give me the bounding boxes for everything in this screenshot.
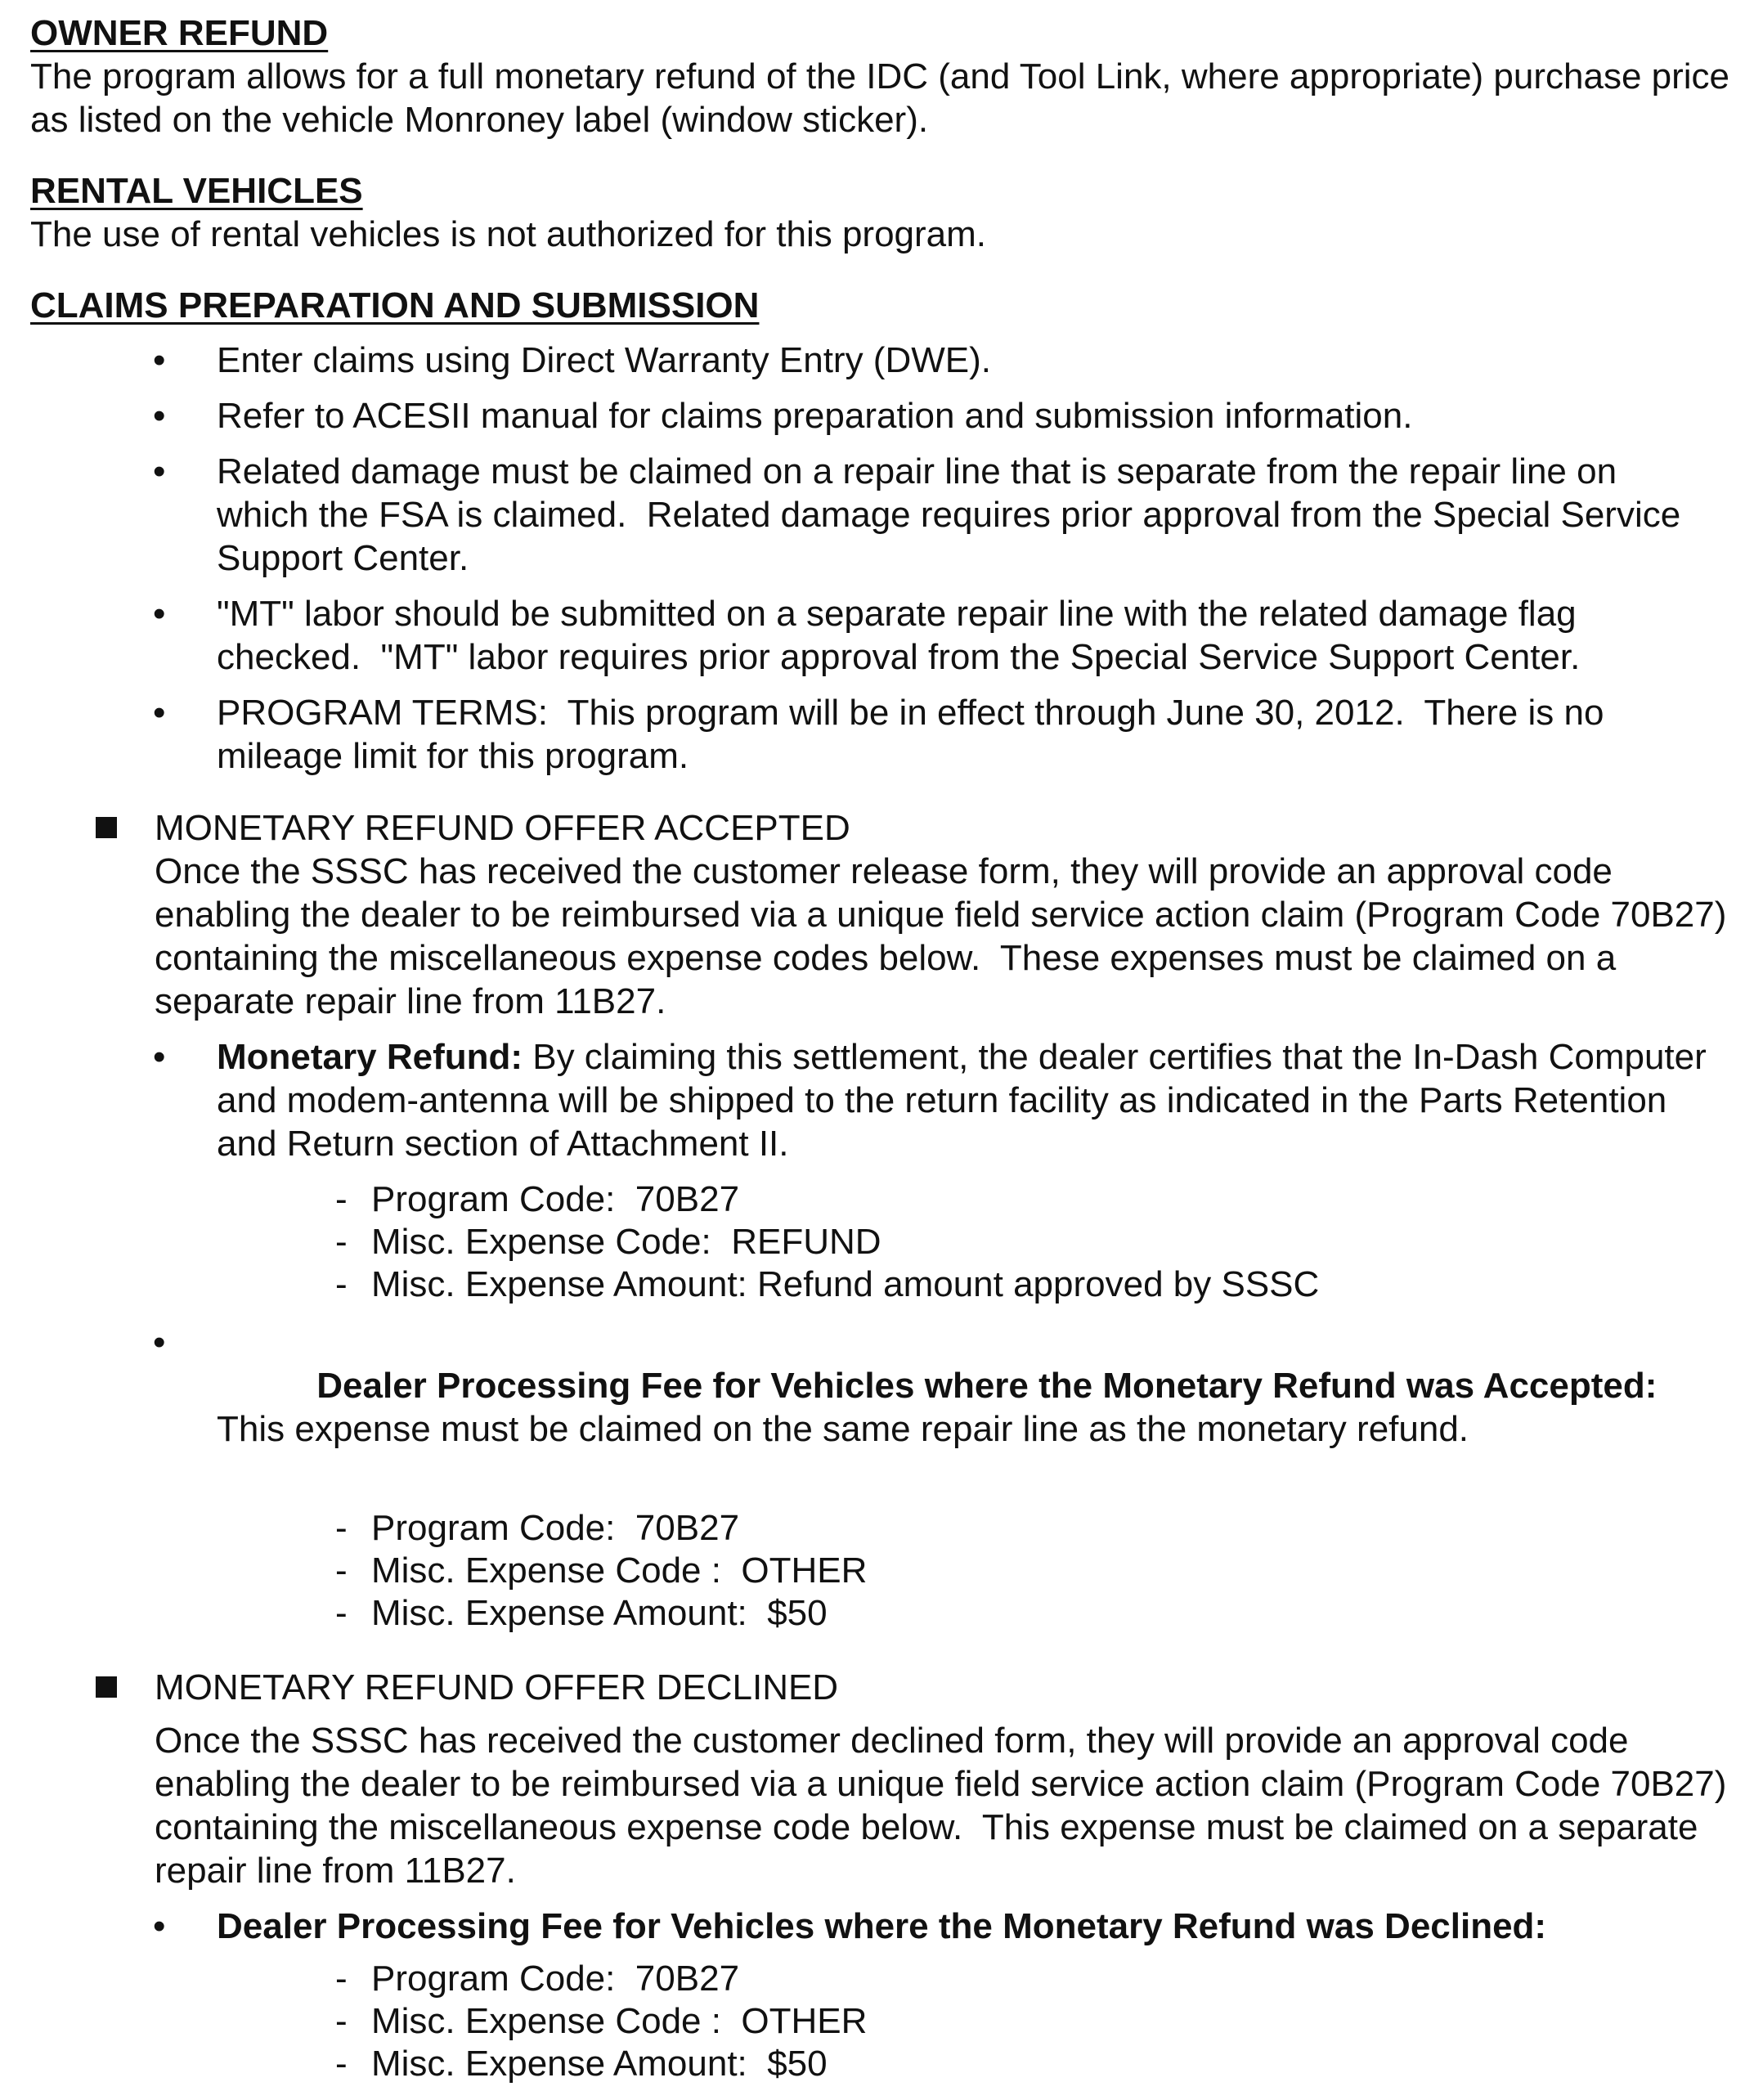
monetary-refund-label: Monetary Refund: (217, 1037, 523, 1077)
document-page (30, 11, 1740, 2100)
declined-section (30, 1666, 1737, 1948)
claims-heading: CLAIMS PREPARATION AND SUBMISSION (30, 285, 760, 325)
claims-bullet: • Refer to ACESII manual for claims preparation and submission information. (30, 394, 1731, 438)
owner-refund-heading: OWNER REFUND (30, 13, 329, 53)
declined-fee-codes (30, 1958, 1731, 2085)
owner-refund-text: The program allows for a full monetary refund of the IDC (and Tool Link, where appropriate) purchase price as listed on the vehicle Monroney label (window sticker). (30, 56, 1740, 140)
code-line: - Program Code: 70B27 (335, 1507, 1731, 1550)
claims-bullet: • Related damage must be claimed on a repair line that is separate from the repair line on which the FSA is claimed. Related damage requires prior approval from the Special Service Support Center. (30, 450, 1731, 580)
declined-title: MONETARY REFUND OFFER DECLINED (155, 1667, 839, 1707)
square-bullet-icon (96, 817, 117, 838)
code-line: - Program Code: 70B27 (335, 1178, 1731, 1221)
code-line: - Misc. Expense Amount: $50 (335, 2043, 1731, 2085)
accepted-items (155, 1035, 1731, 1165)
accepted-item-monetary-refund (155, 1035, 1731, 1165)
declined-text: Once the SSSC has received the customer declined form, they will provide an approval code enabling the dealer to be reimbursed via a unique field service action claim (Program Code 70B27) containing the miscellaneous expense code below. This expense must be claimed on a separate repair line from 11B27. (155, 1721, 1737, 1891)
monetary-refund-text: By claiming this settlement, the dealer certifies that the In-Dash Computer and modem-antenna will be shipped to the return facility as indicated in the Parts Retention and Return section of Attachment II. (217, 1037, 1707, 1164)
code-line: - Program Code: 70B27 (335, 1958, 1731, 2000)
claims-bullet: • "MT" labor should be submitted on a separate repair line with the related damage flag checked. "MT" labor requires prior approval from the Special Service Support Center. (30, 592, 1731, 679)
rental-vehicles-heading: RENTAL VEHICLES (30, 171, 363, 211)
monetary-refund-codes (30, 1178, 1731, 1306)
declined-fee-label: Dealer Processing Fee for Vehicles where the Monetary Refund was Declined: (217, 1906, 1547, 1946)
accepted-item-processing-fee (155, 1321, 1731, 1494)
code-line: - Misc. Expense Amount: Refund amount approved by SSSC (335, 1263, 1731, 1306)
square-bullet-icon (96, 1676, 117, 1698)
accepted-text: Once the SSSC has received the customer release form, they will provide an approval code enabling the dealer to be reimbursed via a unique field service action claim (Program Code 70B27) containing the miscellaneous expense codes below. These expenses must be claimed on a separate repair line from 11B27. (155, 851, 1737, 1021)
code-line: - Misc. Expense Code: REFUND (335, 1221, 1731, 1263)
accepted-fee-block (30, 1321, 1731, 1494)
declined-item-processing-fee (155, 1905, 1731, 1948)
accepted-fee-list (155, 1321, 1731, 1494)
code-line: - Misc. Expense Code : OTHER (335, 2000, 1731, 2043)
accepted-fee-text: This expense must be claimed on the same repair line as the monetary refund. (217, 1366, 1677, 1449)
code-line: - Misc. Expense Amount: $50 (335, 1592, 1731, 1635)
accepted-section (30, 806, 1737, 1165)
accepted-fee-codes (30, 1507, 1731, 1635)
rental-vehicles-text: The use of rental vehicles is not authorized for this program. (30, 214, 987, 254)
code-line: - Misc. Expense Code : OTHER (335, 1550, 1731, 1592)
declined-items (155, 1905, 1731, 1948)
accepted-title: MONETARY REFUND OFFER ACCEPTED (155, 808, 850, 848)
accepted-fee-label: Dealer Processing Fee for Vehicles where the Monetary Refund was Accepted: (316, 1366, 1658, 1406)
claims-bullet: • PROGRAM TERMS: This program will be in effect through June 30, 2012. There is no mileage limit for this program. (30, 691, 1731, 778)
claims-bullet: • Enter claims using Direct Warranty Entry (DWE). (30, 339, 1731, 382)
claims-bullet-list (30, 339, 1731, 778)
